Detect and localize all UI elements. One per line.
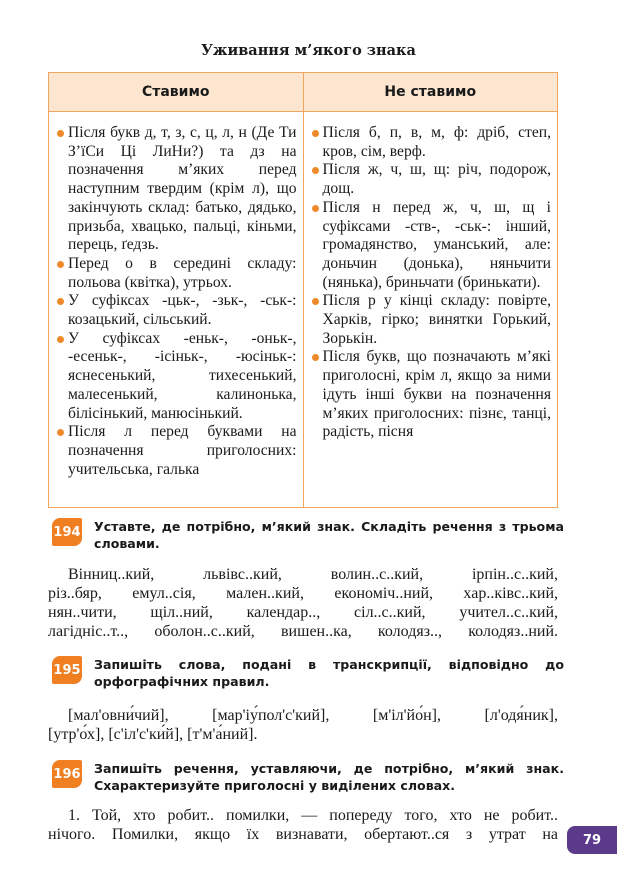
exercise-number-badge: 195 (52, 656, 82, 684)
page-number: 79 (567, 826, 617, 854)
rules-table-header (49, 73, 557, 112)
exercise-line: нічого. Помилки, якщо їх визнавати, обертают..ся з утрат на (48, 826, 558, 843)
exercise-line: нян..чити, щіл..ний, календар.., сіл..с..кий, учител..с..кий, (48, 604, 558, 621)
exercise-195-body (48, 706, 558, 744)
rule-item: Після ж, ч, ш, щ: річ, подорож, дощ. (312, 161, 552, 198)
page-title: Уживання м’якого знака (201, 42, 416, 59)
exercise-line: лагідніс..т.., оболон..с..кий, вишен..ка, колодяз.., колодяз..ний. (48, 623, 558, 640)
header-stavymo: Ставимо (49, 73, 304, 111)
exercise-line: Вінниц..кий, львівс..кий, волин..с..кий, ірпін..с..кий, (68, 566, 558, 583)
rule-item: Перед о в середині складу: польова (квітка), утрьох. (57, 255, 297, 292)
exercise-number-badge: 196 (52, 760, 82, 788)
rule-item: Після букв, що позначають м’які приголосні, крім л, якщо за ними ідуть інші букви на позначення м’яких приголосних: пізнє, танці, радість, пісня (312, 348, 552, 442)
rule-item: Після букв д, т, з, с, ц, л, н (Де Ти З’їСи Ці ЛиНи?) та дз на позначення м’яких перед наступним твердим (крім л), що закінчують склад: батько, дядько, призьба, хвацько, пальці, кіньми, перець, ґедзь. (57, 124, 297, 255)
exercise-task: Запишіть речення, уставляючи, де потрібно, м’який знак. Схарактеризуйте приголосні у виділених словах. (94, 761, 564, 793)
rule-item: Після н перед ж, ч, ш, щ і суфіксами -ств-, -ськ-: інший, громадянство, уманський, але: доньчин (донька), няньчити (нянька), бриньчати (бринькати). (312, 199, 552, 293)
exercise-194-body (48, 565, 558, 641)
exercise-task: Уставте, де потрібно, м’який знак. Складіть речення з трьома словами. (94, 519, 564, 551)
rule-item: Після б, п, в, м, ф: дріб, степ, кров, сім, верф. (312, 124, 552, 161)
rule-item: У суфіксах -еньк-, -оньк-, -есеньк-, -ісіньк-, -юсіньк-: яснесенький, тихесенький, малесенький, калинонька, білісінький, манюсінький. (57, 330, 297, 424)
rule-item: Після р у кінці складу: повірте, Харків, гірко; винятки Горький, Зорькін. (312, 292, 552, 348)
exercise-line: [утр'о́х], [с'іл'с'ки́й], [т'м'а́ний]. (48, 726, 258, 743)
rules-table (48, 72, 558, 508)
column-ne-stavymo (304, 112, 558, 508)
exercise-196-body (48, 806, 558, 844)
exercise-line: 1. Той, хто робит.. помилки, — попереду того, хто не робит.. (68, 807, 558, 824)
rule-item: У суфіксах -цьк-, -зьк-, -ськ-: козацький, сільський. (57, 292, 297, 329)
exercise-task: Запишіть слова, подані в транскрипції, відповідно до орфографічних правил. (94, 657, 564, 689)
exercise-number-badge: 194 (52, 518, 82, 546)
header-ne-stavymo: Не ставимо (384, 84, 477, 100)
column-stavymo (49, 112, 304, 508)
rule-item: Після л перед буквами на позначення приголосних: учительська, галька (57, 423, 297, 479)
rules-table-body (49, 112, 557, 508)
exercise-line: різ..бяр, емул..сія, мален..кий, економіч..ний, хар..ківс..кий, (48, 585, 558, 602)
exercise-line: [мал'овни́чий], [мар'іу́пол'с'кий], [м'іл'йо́н], [л'одя́ник], (68, 707, 558, 724)
